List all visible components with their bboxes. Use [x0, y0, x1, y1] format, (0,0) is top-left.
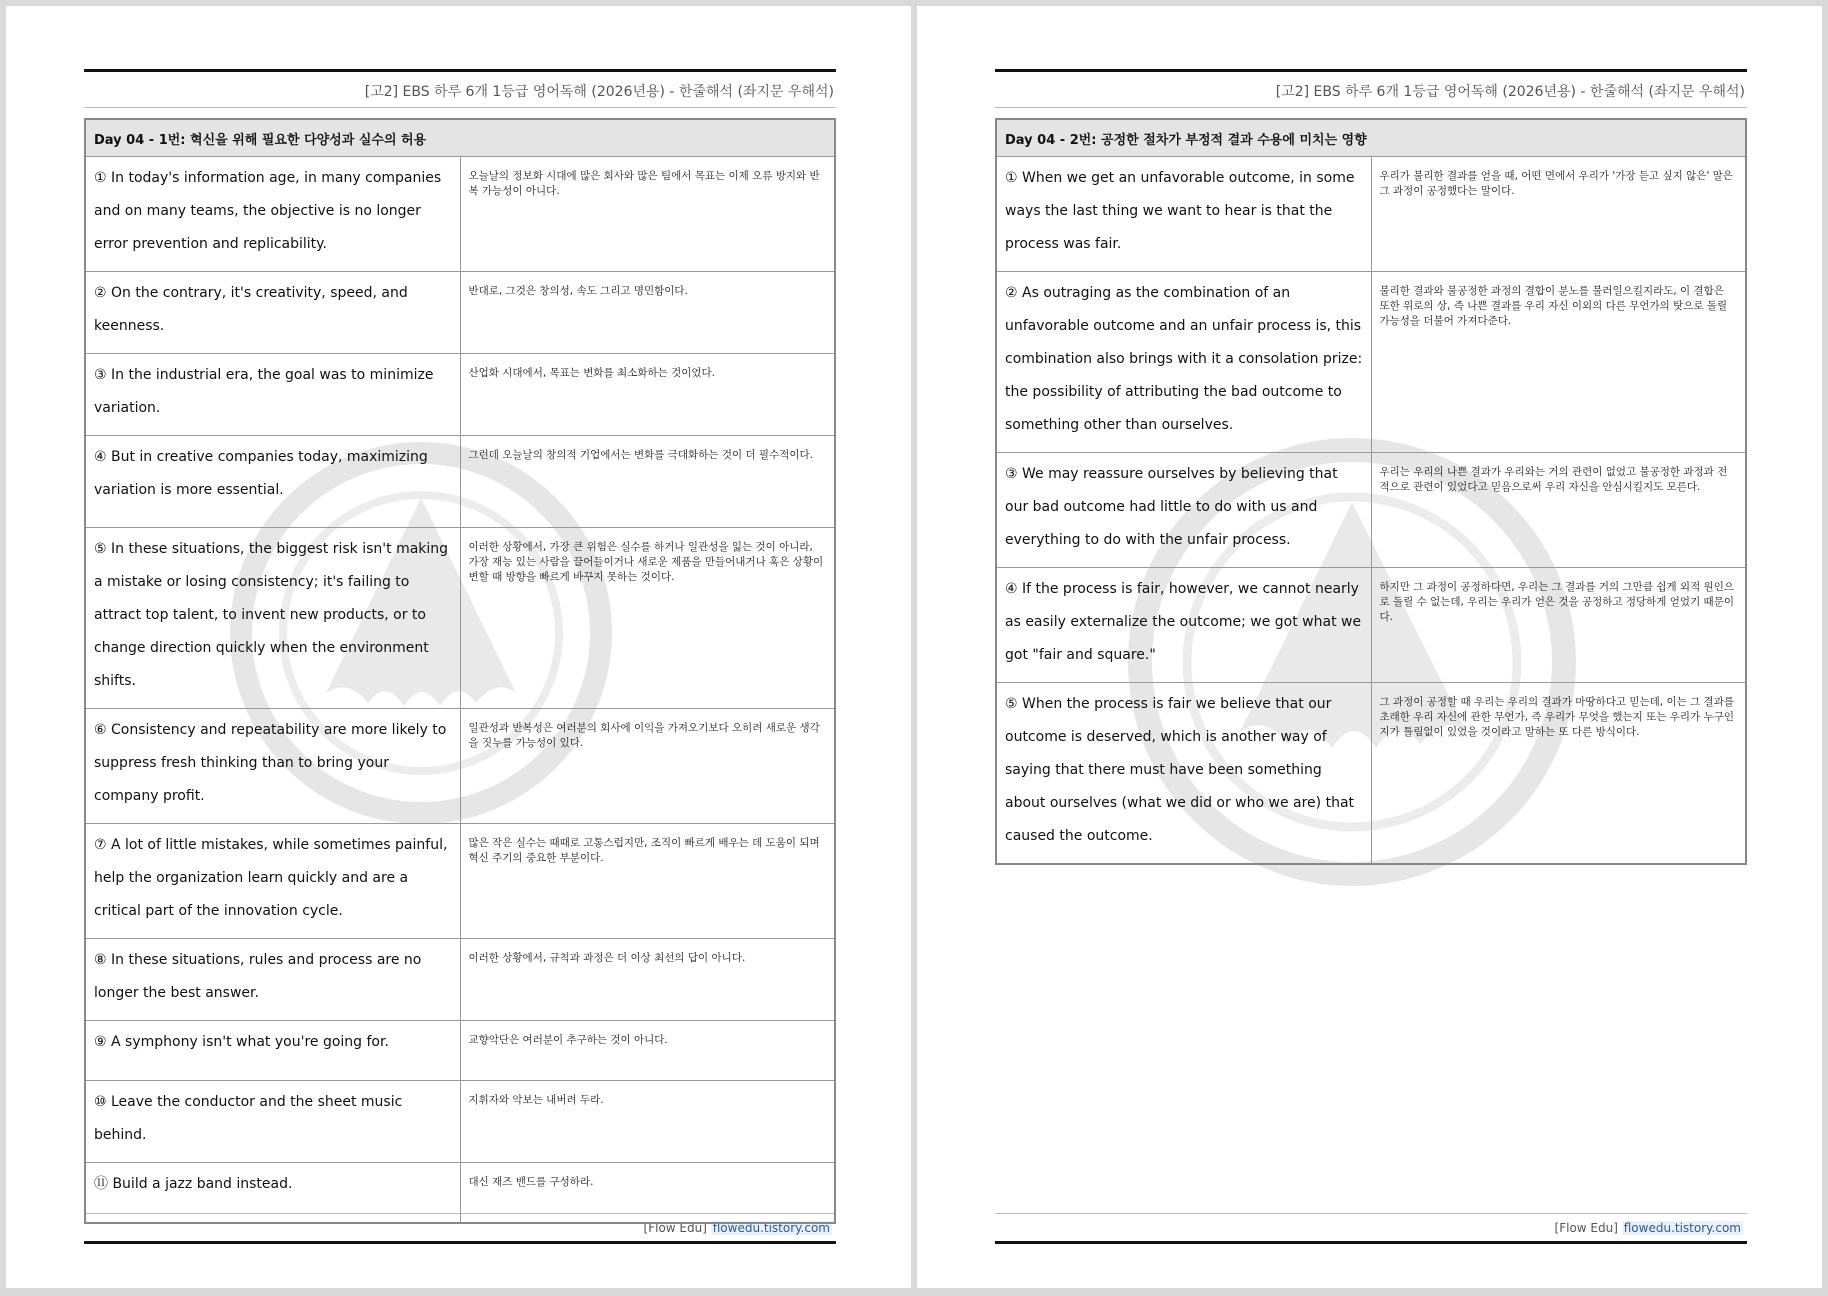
table-row — [996, 683, 1746, 865]
table-row — [85, 436, 835, 528]
korean-translation: 하지만 그 과정이 공정하다면, 우리는 그 결과를 거의 그만큼 쉽게 외적 원인으로 돌릴 수 없는데, 우리는 우리가 얻은 것을 공정하고 정당하게 얻었기 때문이다. — [1371, 568, 1746, 683]
korean-translation: 이러한 상황에서, 가장 큰 위험은 실수를 하거나 일관성을 잃는 것이 아니라, 가장 재능 있는 사람을 끌어들이거나 새로운 제품을 만들어내거나 혹은 상황이 변할 때 방향을 빠르게 바꾸지 못하는 것이다. — [460, 528, 835, 709]
table-row — [85, 157, 835, 272]
header-title: [고2] EBS 하루 6개 1등급 영어독해 (2026년용) - 한줄해석 (좌지문 우해석) — [995, 72, 1747, 108]
header-title: [고2] EBS 하루 6개 1등급 영어독해 (2026년용) - 한줄해석 (좌지문 우해석) — [84, 72, 836, 108]
korean-translation: 우리는 우리의 나쁜 결과가 우리와는 거의 관련이 없었고 불공정한 과정과 전적으로 관련이 있었다고 믿음으로써 우리 자신을 안심시킬지도 모른다. — [1371, 453, 1746, 568]
english-sentence: ⑪ Build a jazz band instead. — [85, 1163, 460, 1223]
korean-translation: 그런데 오늘날의 창의적 기업에서는 변화를 극대화하는 것이 더 필수적이다. — [460, 436, 835, 528]
table-title: Day 04 - 2번: 공정한 절차가 부정적 결과 수용에 미치는 영향 — [996, 119, 1746, 157]
table-row — [85, 1163, 835, 1223]
footer-link[interactable]: flowedu.tistory.com — [712, 1221, 830, 1235]
english-sentence: ⑩ Leave the conductor and the sheet music behind. — [85, 1081, 460, 1163]
korean-translation: 이러한 상황에서, 규칙과 과정은 더 이상 최선의 답이 아니다. — [460, 939, 835, 1021]
korean-translation: 그 과정이 공정할 때 우리는 우리의 결과가 마땅하다고 믿는데, 이는 그 결과를 초래한 우리 자신에 관한 무언가, 즉 우리가 무엇을 했는지 또는 우리가 누구인지가 틀림없이 있었을 것이라고 말하는 또 다른 방식이다. — [1371, 683, 1746, 865]
english-sentence: ① When we get an unfavorable outcome, in some ways the last thing we want to hear is that the process was fair. — [996, 157, 1371, 272]
table-row — [996, 157, 1746, 272]
page-header — [995, 69, 1747, 108]
page-right — [917, 6, 1822, 1288]
english-sentence: ⑨ A symphony isn't what you're going for. — [85, 1021, 460, 1081]
table-row — [85, 709, 835, 824]
footer-text — [995, 1214, 1747, 1241]
korean-translation: 반대로, 그것은 창의성, 속도 그리고 명민함이다. — [460, 272, 835, 354]
footer-link[interactable]: flowedu.tistory.com — [1623, 1221, 1741, 1235]
english-sentence: ⑤ In these situations, the biggest risk isn't making a mistake or losing consistency; it's failing to attract top talent, to invent new products, or to change direction quickly when the environment shifts. — [85, 528, 460, 709]
table-row — [996, 272, 1746, 453]
table-row — [996, 453, 1746, 568]
page-footer — [995, 1213, 1747, 1244]
korean-translation: 교향악단은 여러분이 추구하는 것이 아니다. — [460, 1021, 835, 1081]
footer-brand: [Flow Edu] — [1554, 1221, 1618, 1235]
translation-table-right — [995, 118, 1747, 865]
korean-translation: 불리한 결과와 불공정한 과정의 결합이 분노를 불러일으킬지라도, 이 결합은 또한 위로의 상, 즉 나쁜 결과를 우리 자신 이외의 다른 무언가의 탓으로 돌릴 가능성을 더불어 가져다준다. — [1371, 272, 1746, 453]
table-row — [85, 1081, 835, 1163]
footer-brand: [Flow Edu] — [643, 1221, 707, 1235]
korean-translation: 오늘날의 정보화 시대에 많은 회사와 많은 팀에서 목표는 이제 오류 방지와 반복 가능성이 아니다. — [460, 157, 835, 272]
table-row — [85, 939, 835, 1021]
table-row — [85, 272, 835, 354]
english-sentence: ① In today's information age, in many companies and on many teams, the objective is no longer error prevention and replicability. — [85, 157, 460, 272]
table-row — [996, 568, 1746, 683]
page-header — [84, 69, 836, 108]
table-row — [85, 354, 835, 436]
english-sentence: ⑤ When the process is fair we believe that our outcome is deserved, which is another way of saying that there must have been something about ourselves (what we did or who we are) that caused the outcome. — [996, 683, 1371, 865]
korean-translation: 산업화 시대에서, 목표는 변화를 최소화하는 것이었다. — [460, 354, 835, 436]
table-row — [85, 528, 835, 709]
footer-rule — [995, 1241, 1747, 1244]
table-row — [85, 1021, 835, 1081]
table-title: Day 04 - 1번: 혁신을 위해 필요한 다양성과 실수의 허용 — [85, 119, 835, 157]
translation-table-left — [84, 118, 836, 1224]
english-sentence: ⑧ In these situations, rules and process are no longer the best answer. — [85, 939, 460, 1021]
korean-translation: 일관성과 반복성은 여러분의 회사에 이익을 가져오기보다 오히려 새로운 생각을 짓누를 가능성이 있다. — [460, 709, 835, 824]
table-row — [85, 824, 835, 939]
korean-translation: 지휘자와 악보는 내버려 두라. — [460, 1081, 835, 1163]
english-sentence: ② On the contrary, it's creativity, speed, and keenness. — [85, 272, 460, 354]
korean-translation: 대신 재즈 밴드를 구성하라. — [460, 1163, 835, 1223]
english-sentence: ③ In the industrial era, the goal was to minimize variation. — [85, 354, 460, 436]
korean-translation: 많은 작은 실수는 때때로 고통스럽지만, 조직이 빠르게 배우는 데 도움이 되며 혁신 주기의 중요한 부분이다. — [460, 824, 835, 939]
english-sentence: ② As outraging as the combination of an unfavorable outcome and an unfair process is, this combination also brings with it a consolation prize: the possibility of attributing the bad outcome to something other than ourselves. — [996, 272, 1371, 453]
footer-rule — [84, 1241, 836, 1244]
page-left — [6, 6, 911, 1288]
english-sentence: ③ We may reassure ourselves by believing that our bad outcome had little to do with us and everything to do with the unfair process. — [996, 453, 1371, 568]
english-sentence: ⑥ Consistency and repeatability are more likely to suppress fresh thinking than to bring your company profit. — [85, 709, 460, 824]
korean-translation: 우리가 불리한 결과를 얻을 때, 어떤 면에서 우리가 '가장 듣고 싶지 않은' 말은 그 과정이 공정했다는 말이다. — [1371, 157, 1746, 272]
english-sentence: ④ But in creative companies today, maximizing variation is more essential. — [85, 436, 460, 528]
english-sentence: ④ If the process is fair, however, we cannot nearly as easily externalize the outcome; we got what we got "fair and square." — [996, 568, 1371, 683]
english-sentence: ⑦ A lot of little mistakes, while sometimes painful, help the organization learn quickly and are a critical part of the innovation cycle. — [85, 824, 460, 939]
